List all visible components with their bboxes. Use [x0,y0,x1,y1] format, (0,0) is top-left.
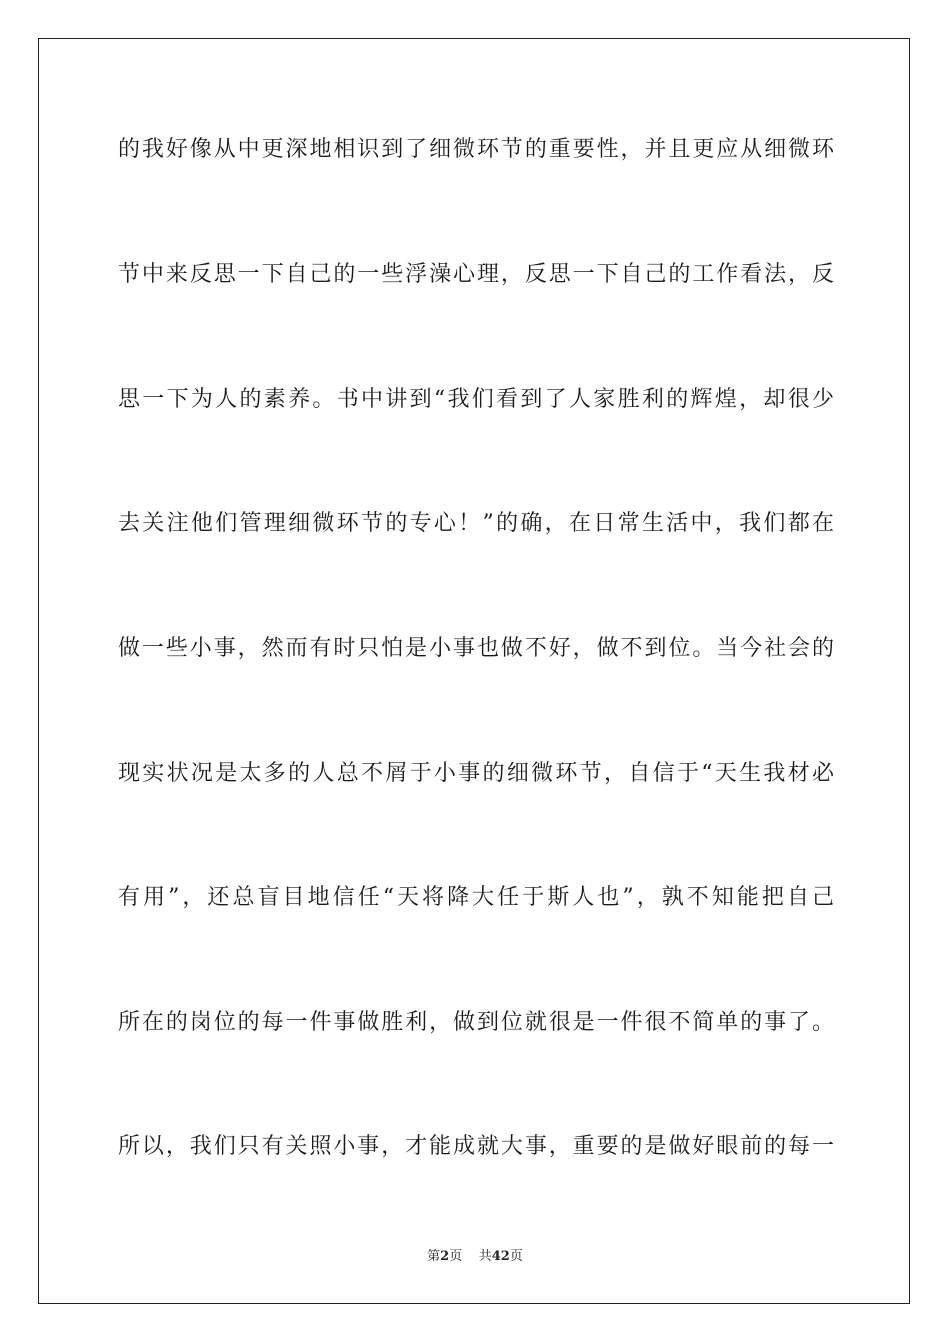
footer-total-suffix: 页 [509,1249,523,1264]
text-line-7: 有用”，还总盲目地信任“天将降大任于斯人也”，孰不知能把自己 [118,885,834,910]
text-line-6: 现实状况是太多的人总不屑于小事的细微环节，自信于“天生我材必 [118,761,834,786]
text-line-3: 思一下为人的素养。书中讲到“我们看到了人家胜利的辉煌，却很少 [118,387,834,412]
footer-page-prefix: 第 [427,1249,441,1264]
page-footer [0,1245,950,1264]
text-line-9: 所以，我们只有关照小事，才能成就大事，重要的是做好眼前的每一 [118,1134,834,1159]
text-line-1: 的我好像从中更深地相识到了细微环节的重要性，并且更应从细微环 [118,137,834,162]
footer-total-pages: 42 [491,1249,510,1264]
footer-page-suffix: 页 [449,1249,463,1264]
text-line-5: 做一些小事，然而有时只怕是小事也做不好，做不到位。当今社会的 [118,636,834,661]
text-line-4: 去关注他们管理细微环节的专心！”的确，在日常生活中，我们都在 [118,511,834,536]
text-line-2: 节中来反思一下自己的一些浮澡心理，反思一下自己的工作看法，反 [118,262,834,287]
footer-total-prefix: 共 [478,1249,492,1264]
text-line-8: 所在的岗位的每一件事做胜利，做到位就很是一件很不简单的事了。 [118,1010,834,1035]
footer-page-number: 2 [440,1249,450,1264]
